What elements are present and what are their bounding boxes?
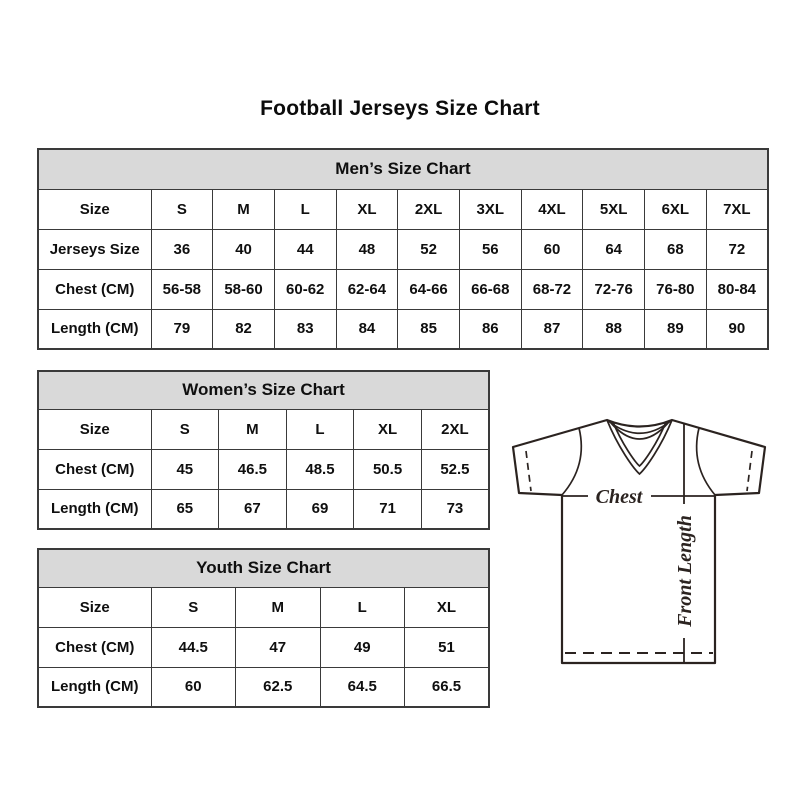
women-table-row [38,449,489,489]
jersey-outline [513,420,765,663]
youth-table-title: Youth Size Chart [38,549,489,587]
womens-table-title: Women’s Size Chart [38,371,489,409]
women-value-cell: 50.5 [354,449,422,489]
women-value-cell: 71 [354,489,422,529]
women-value-cell: 2XL [421,409,489,449]
women-value-cell: 48.5 [286,449,354,489]
men-value-cell: 89 [645,309,707,349]
men-value-cell: 80-84 [706,269,768,309]
chest-label: Chest [595,486,643,508]
women-value-cell: 69 [286,489,354,529]
women-table-row [38,409,489,449]
youth-row-label: Length (CM) [38,667,151,707]
women-value-cell: S [151,409,219,449]
women-row-label: Length (CM) [38,489,151,529]
men-table-row [38,229,768,269]
youth-value-cell: 62.5 [236,667,321,707]
jersey-measurement-diagram [503,405,775,669]
men-value-cell: 3XL [459,189,521,229]
women-value-cell: 67 [219,489,287,529]
men-value-cell: 7XL [706,189,768,229]
men-value-cell: 58-60 [213,269,275,309]
women-table-row [38,489,489,529]
men-value-cell: 72-76 [583,269,645,309]
women-value-cell: 73 [421,489,489,529]
page-title: Football Jerseys Size Chart [260,97,540,120]
women-row-label: Chest (CM) [38,449,151,489]
men-value-cell: 44 [274,229,336,269]
men-value-cell: 2XL [398,189,460,229]
youth-value-cell: 66.5 [405,667,490,707]
men-value-cell: 72 [706,229,768,269]
women-value-cell: XL [354,409,422,449]
men-value-cell: 64 [583,229,645,269]
men-row-label: Size [38,189,151,229]
youth-size-table [37,548,490,708]
youth-table-row [38,587,489,627]
youth-value-cell: L [320,587,405,627]
men-value-cell: 79 [151,309,213,349]
men-value-cell: L [274,189,336,229]
men-value-cell: 66-68 [459,269,521,309]
men-row-label: Length (CM) [38,309,151,349]
front-length-label: Front Length [674,515,696,627]
men-row-label: Jerseys Size [38,229,151,269]
men-value-cell: 60-62 [274,269,336,309]
women-value-cell: 65 [151,489,219,529]
men-value-cell: 62-64 [336,269,398,309]
men-value-cell: 82 [213,309,275,349]
men-value-cell: 60 [521,229,583,269]
women-value-cell: 52.5 [421,449,489,489]
men-value-cell: 84 [336,309,398,349]
men-table-row [38,269,768,309]
men-table-row [38,309,768,349]
youth-value-cell: 64.5 [320,667,405,707]
women-value-cell: 46.5 [219,449,287,489]
men-value-cell: 5XL [583,189,645,229]
men-value-cell: XL [336,189,398,229]
men-value-cell: M [213,189,275,229]
youth-table-row [38,667,489,707]
women-value-cell: M [219,409,287,449]
women-value-cell: L [286,409,354,449]
men-value-cell: 64-66 [398,269,460,309]
youth-value-cell: 49 [320,627,405,667]
youth-row-label: Chest (CM) [38,627,151,667]
men-value-cell: 4XL [521,189,583,229]
men-row-label: Chest (CM) [38,269,151,309]
mens-table-header-row [38,149,768,189]
men-value-cell: 40 [213,229,275,269]
men-value-cell: 36 [151,229,213,269]
youth-row-label: Size [38,587,151,627]
youth-table-header-row [38,549,489,587]
men-value-cell: 56 [459,229,521,269]
youth-value-cell: S [151,587,236,627]
men-value-cell: 68 [645,229,707,269]
men-value-cell: 48 [336,229,398,269]
men-value-cell: 52 [398,229,460,269]
men-value-cell: 56-58 [151,269,213,309]
men-value-cell: 87 [521,309,583,349]
women-value-cell: 45 [151,449,219,489]
youth-value-cell: M [236,587,321,627]
men-value-cell: 86 [459,309,521,349]
youth-value-cell: 60 [151,667,236,707]
men-value-cell: 88 [583,309,645,349]
mens-table-title: Men’s Size Chart [38,149,768,189]
youth-value-cell: 51 [405,627,490,667]
men-value-cell: 76-80 [645,269,707,309]
men-table-row [38,189,768,229]
men-value-cell: S [151,189,213,229]
mens-size-table [37,148,769,350]
men-value-cell: 85 [398,309,460,349]
youth-value-cell: 47 [236,627,321,667]
youth-value-cell: XL [405,587,490,627]
men-value-cell: 90 [706,309,768,349]
men-value-cell: 83 [274,309,336,349]
men-value-cell: 68-72 [521,269,583,309]
womens-size-table [37,370,490,530]
men-value-cell: 6XL [645,189,707,229]
youth-table-row [38,627,489,667]
women-row-label: Size [38,409,151,449]
womens-table-header-row [38,371,489,409]
youth-value-cell: 44.5 [151,627,236,667]
front-length-label-group [672,504,696,638]
